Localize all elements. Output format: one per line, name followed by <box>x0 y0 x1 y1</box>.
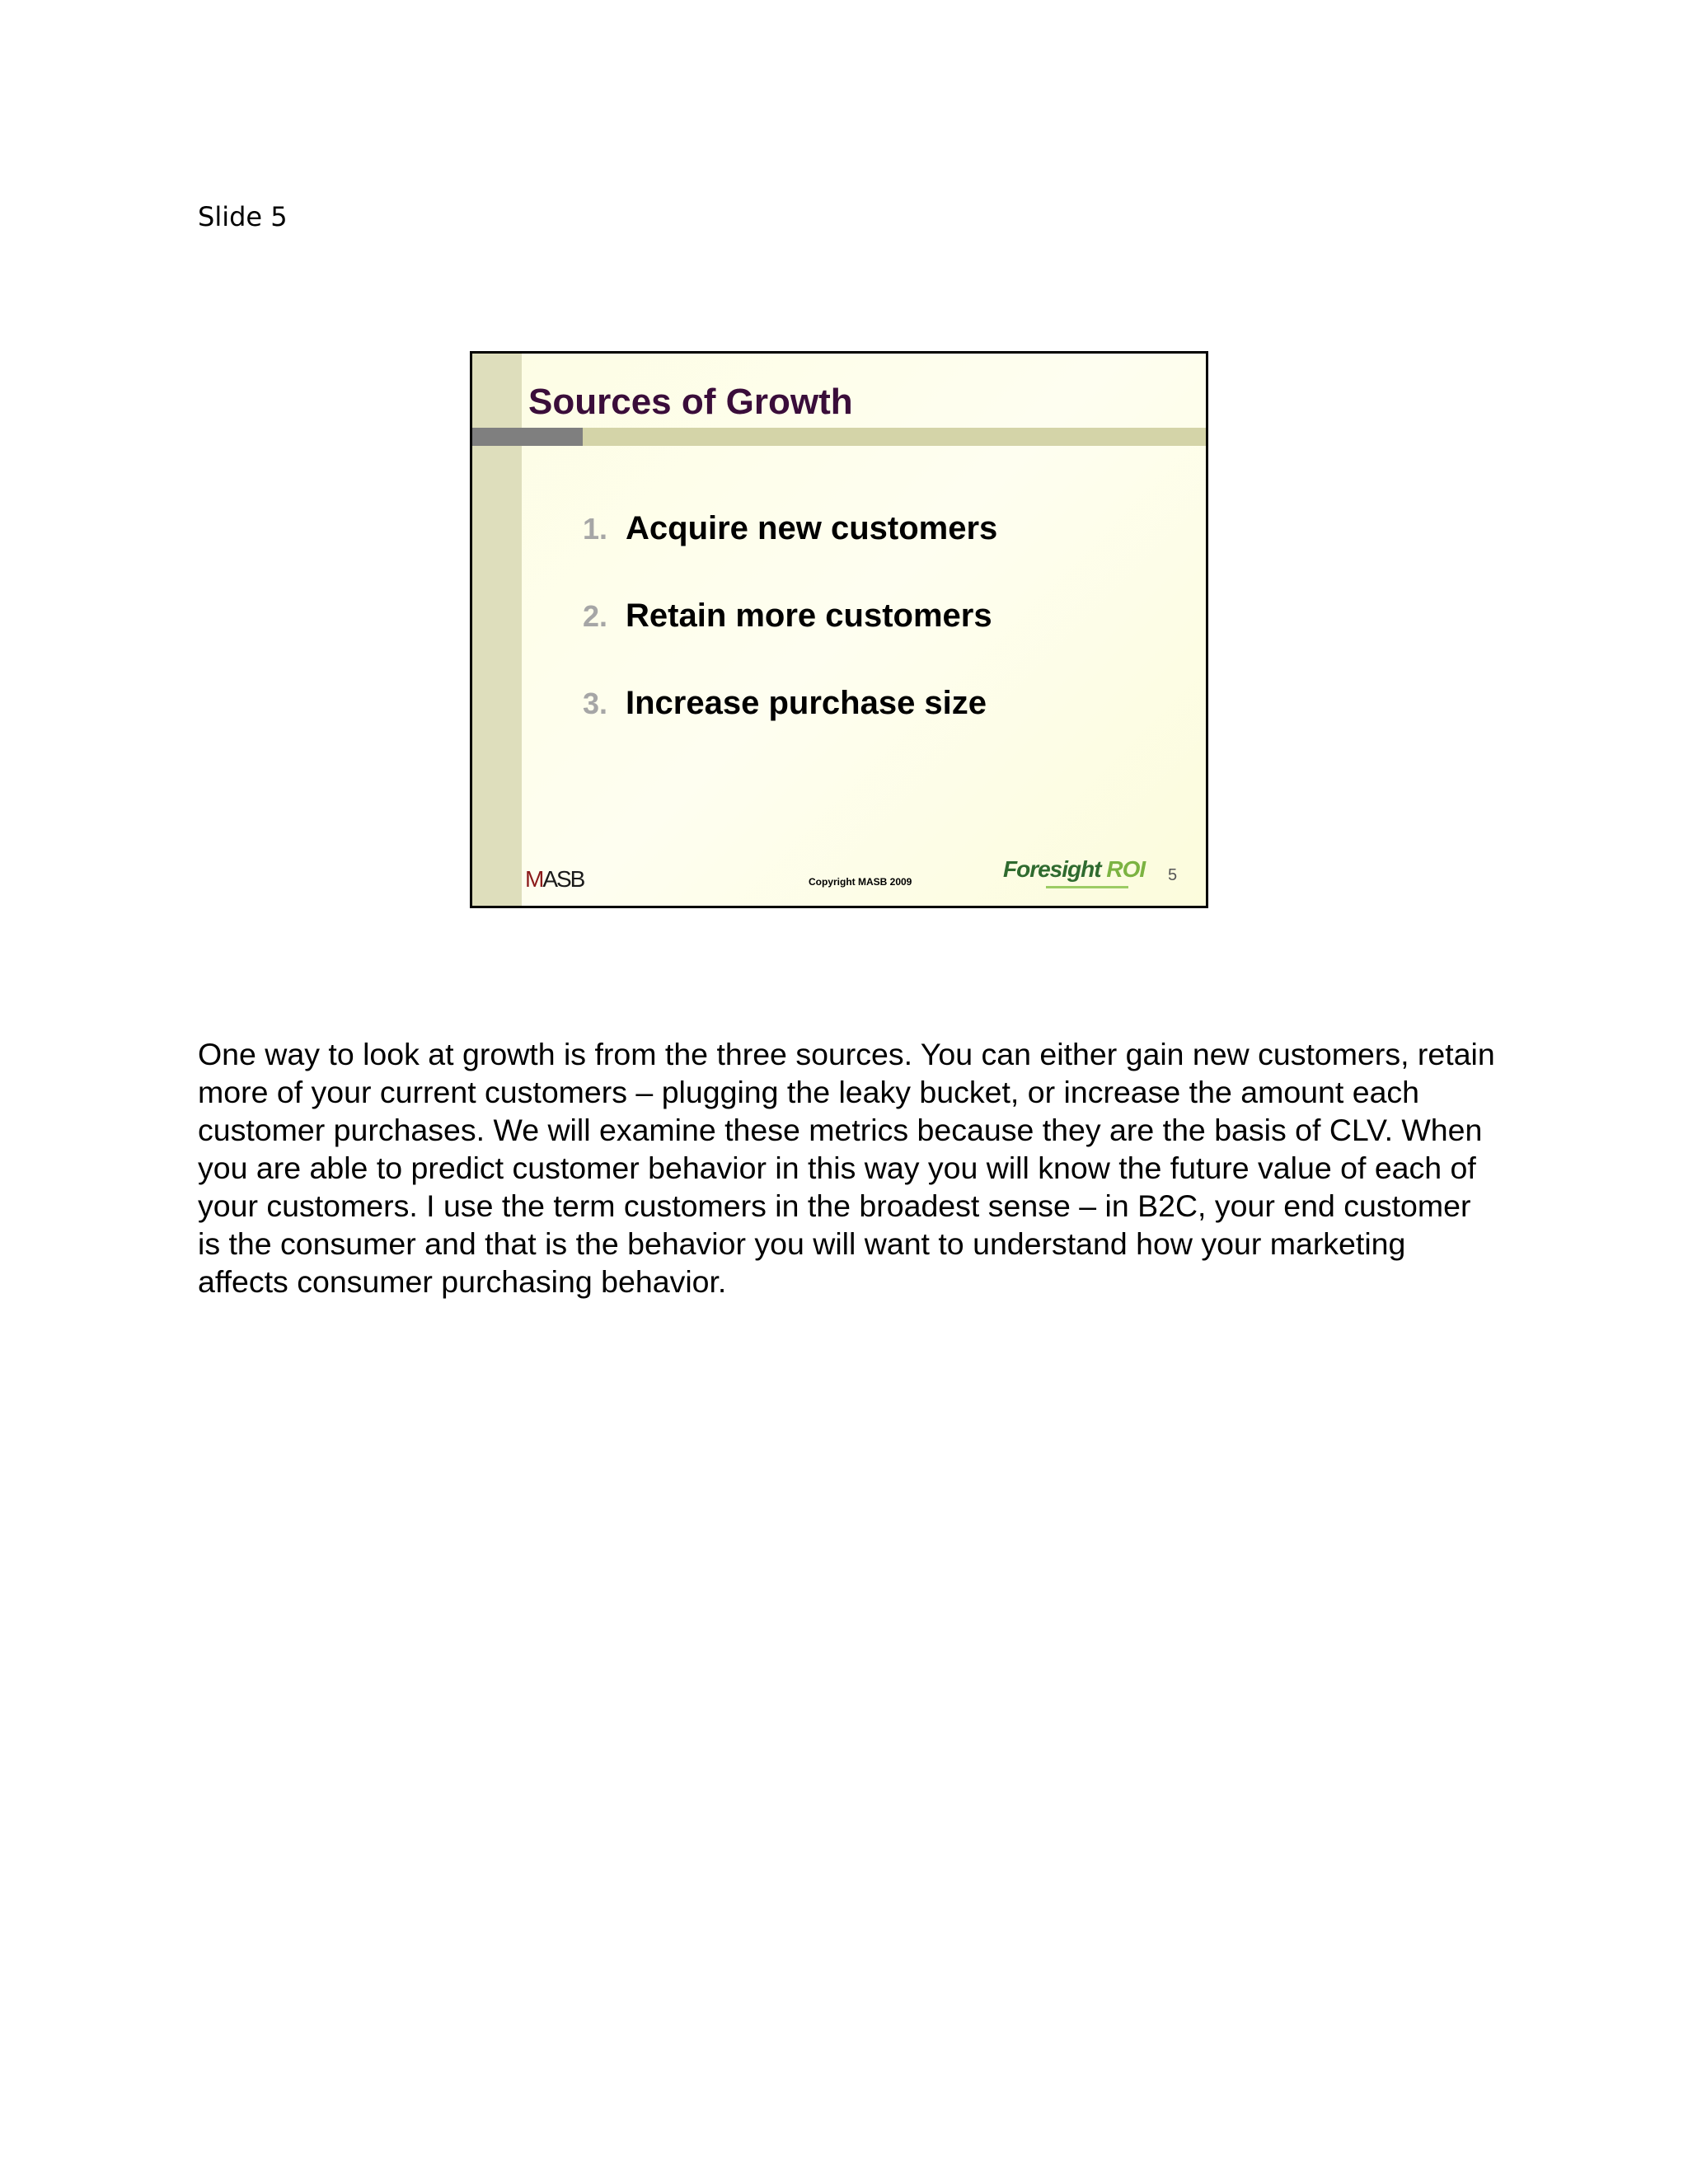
list-item-text: Retain more customers <box>626 598 992 634</box>
foresight-word: Foresight <box>1003 856 1107 882</box>
list-item-number: 1. <box>583 512 608 546</box>
masb-logo <box>525 866 584 893</box>
list-item-text: Increase purchase size <box>626 685 987 721</box>
list-item <box>583 685 997 772</box>
slide-thumbnail <box>470 351 1208 908</box>
slide-label: Slide 5 <box>198 201 288 232</box>
list-item-number: 2. <box>583 599 608 633</box>
list-item-text: Acquire new customers <box>626 510 998 546</box>
list-item <box>583 598 997 685</box>
slide-copyright: Copyright MASB 2009 <box>809 876 912 888</box>
slide-list <box>583 510 997 772</box>
slide-page-number: 5 <box>1168 866 1178 884</box>
list-item <box>583 510 997 598</box>
masb-logo-rest: ASB <box>542 866 584 892</box>
foresight-roi-logo-text <box>1003 856 1145 883</box>
foresight-roi-logo <box>1003 856 1146 893</box>
foresight-roi-logo-underline <box>1046 886 1128 888</box>
slide-title-rule-accent <box>472 428 583 446</box>
slide-title: Sources of Growth <box>528 382 853 422</box>
roi-word: ROI <box>1106 856 1146 882</box>
list-item-number: 3. <box>583 687 608 720</box>
masb-logo-initial: M <box>525 866 543 892</box>
speaker-notes: One way to look at growth is from the three sources. You can either gain new customers, retain more of your current customers – plugging the leaky bucket, or increase the amount each customer purchases. We will examine these metrics because they are the basis of CLV. When you are able to predict customer behavior in this way you will know the future value of each of your customers. I use the term customers in the broadest sense – in B2C, your end customer is the consumer and that is the behavior you will want to understand how your marketing affects consumer purchasing behavior. <box>198 1037 1495 1299</box>
